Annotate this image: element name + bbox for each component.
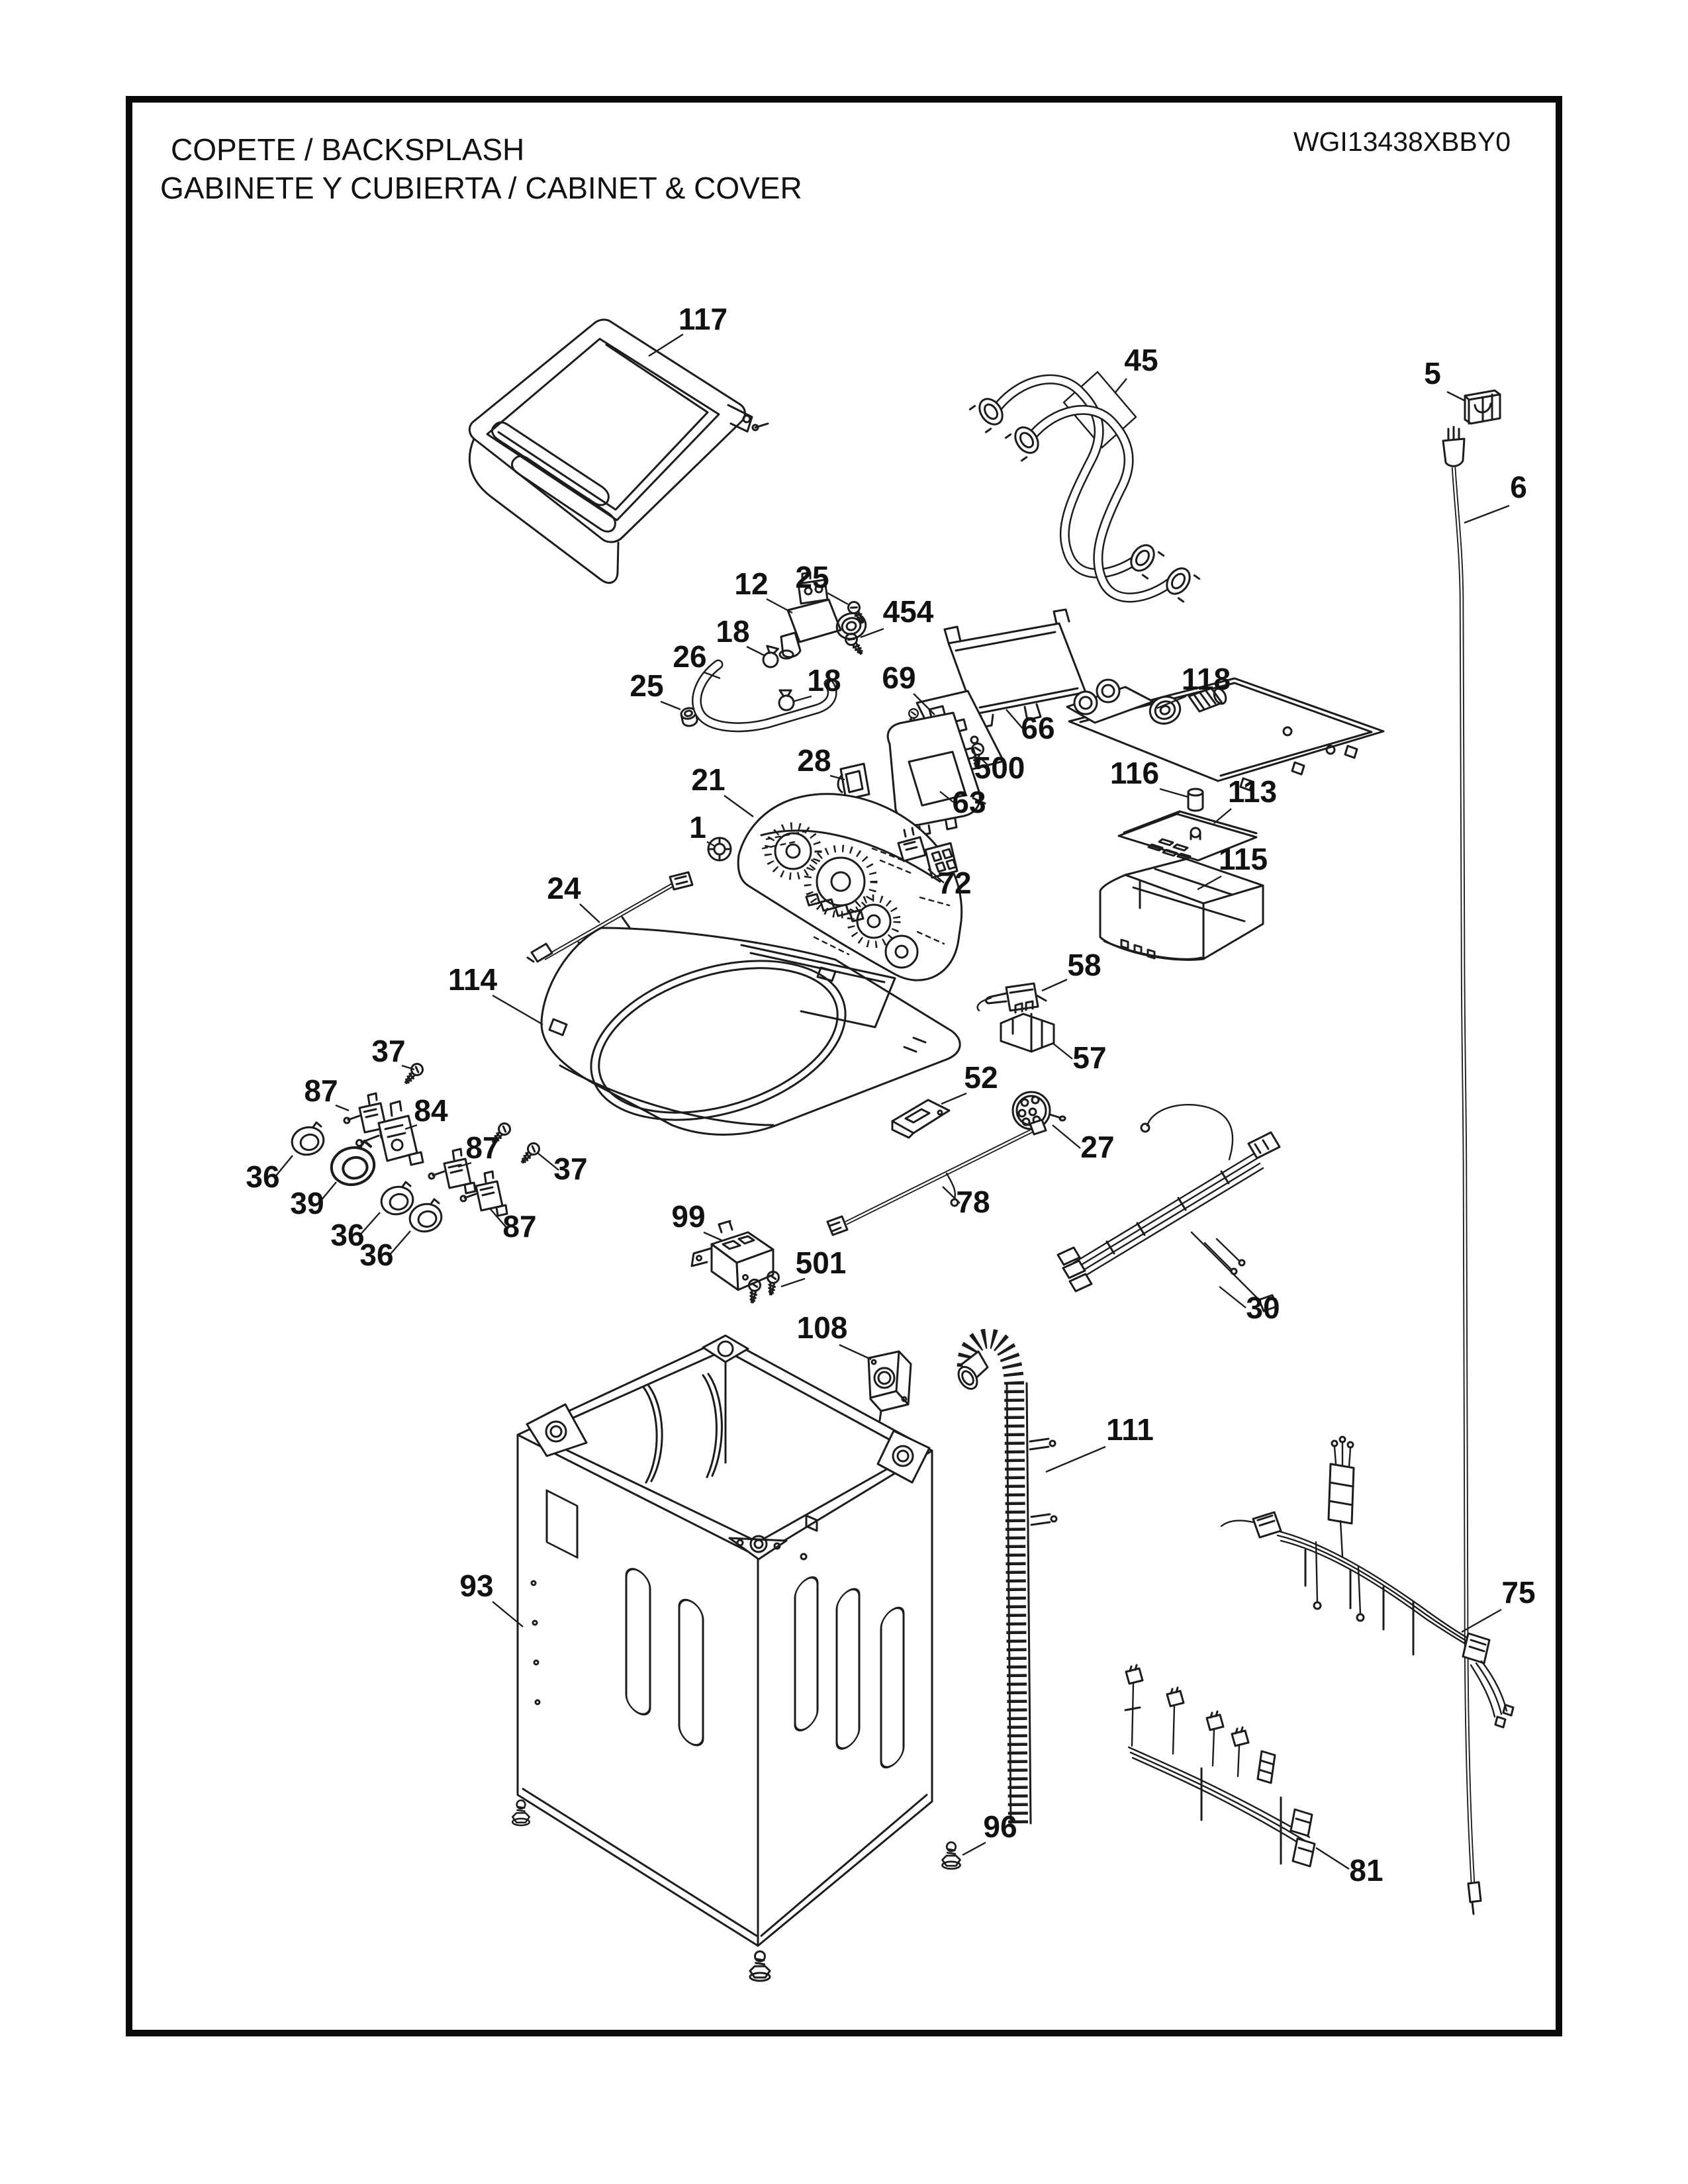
callout-37b: 37 <box>553 1152 588 1186</box>
callout-27: 27 <box>1080 1130 1115 1164</box>
callout-36: 36 <box>246 1160 280 1194</box>
part-81-wire-harness <box>1125 1665 1315 1866</box>
part-58-lid-switch <box>978 983 1046 1011</box>
callout-72: 72 <box>937 866 972 900</box>
callout-108: 108 <box>796 1310 848 1345</box>
part-108-drain-outlet <box>868 1351 911 1420</box>
callout-87b: 87 <box>465 1130 500 1165</box>
part-78-wire <box>827 1120 1046 1235</box>
callout-30: 30 <box>1246 1291 1280 1325</box>
callout-66: 66 <box>1021 711 1055 745</box>
callout-78: 78 <box>956 1185 990 1219</box>
callout-63: 63 <box>952 785 986 819</box>
callout-36c: 36 <box>359 1238 394 1272</box>
callout-113: 113 <box>1227 774 1278 809</box>
callout-111: 111 <box>1106 1412 1154 1447</box>
part-454-screw <box>843 631 866 657</box>
page-title-line2: GABINETE Y CUBIERTA / CABINET & COVER <box>160 171 802 205</box>
part-116-cap <box>1188 789 1203 811</box>
callout-45: 45 <box>1124 343 1158 377</box>
callout-21: 21 <box>691 762 726 797</box>
callout-93: 93 <box>459 1569 494 1603</box>
part-18-hose-clamp <box>763 646 780 668</box>
part-117-top-cover <box>469 320 768 583</box>
part-75-wire-harness <box>1221 1437 1513 1727</box>
callout-6: 6 <box>1510 470 1527 504</box>
part-96-leveling-foot <box>750 1952 770 1981</box>
callout-115: 115 <box>1218 842 1268 876</box>
callout-118: 118 <box>1181 662 1231 696</box>
callout-12: 12 <box>734 567 769 601</box>
model-number: WGI13438XBBY0 <box>1293 126 1511 157</box>
callout-114: 114 <box>447 962 498 997</box>
callout-25b: 25 <box>630 668 664 703</box>
callout-39: 39 <box>290 1186 324 1220</box>
callout-18b: 18 <box>807 663 841 698</box>
callout-84: 84 <box>414 1093 448 1128</box>
callout-500: 500 <box>974 751 1025 785</box>
leader-lines <box>274 334 1509 1869</box>
callout-37: 37 <box>371 1034 406 1068</box>
callout-24: 24 <box>547 871 581 905</box>
callout-116: 116 <box>1109 756 1160 790</box>
part-93-cabinet <box>518 1336 932 1946</box>
callout-18: 18 <box>716 614 750 649</box>
part-1-knob <box>708 838 731 860</box>
part-36-ring <box>289 1122 326 1158</box>
callout-501: 501 <box>795 1246 847 1280</box>
part-45-inlet-hoses <box>970 372 1199 602</box>
callout-99: 99 <box>671 1199 706 1234</box>
callout-25: 25 <box>795 560 829 594</box>
callout-117: 117 <box>678 302 728 336</box>
part-6-power-cord <box>1443 427 1481 1914</box>
part-96-leveling-foot <box>943 1843 961 1869</box>
callout-36b: 36 <box>330 1218 365 1252</box>
part-96-leveling-foot <box>512 1800 530 1825</box>
callout-87: 87 <box>304 1073 338 1108</box>
part-39-ring <box>328 1141 378 1189</box>
page-title-line1: COPETE / BACKSPLASH <box>171 132 525 167</box>
callout-81: 81 <box>1349 1853 1383 1888</box>
part-5-cord-clip <box>1465 390 1500 424</box>
part-52-plate <box>892 1100 949 1138</box>
part-111-drain-hose <box>955 1339 1056 1823</box>
callout-57: 57 <box>1072 1040 1107 1075</box>
callout-96: 96 <box>983 1809 1017 1844</box>
callout-87c: 87 <box>502 1209 537 1244</box>
callout-58: 58 <box>1067 948 1102 982</box>
part-36-ring <box>379 1182 416 1218</box>
callout-52: 52 <box>964 1060 998 1095</box>
callout-454: 454 <box>882 594 934 629</box>
callout-28: 28 <box>797 743 831 778</box>
callout-69: 69 <box>882 660 916 695</box>
callout-5: 5 <box>1424 356 1441 390</box>
callout-1: 1 <box>689 810 706 844</box>
callout-75: 75 <box>1501 1575 1536 1610</box>
callout-26: 26 <box>673 639 707 674</box>
part-18-hose-clamp <box>778 689 794 711</box>
